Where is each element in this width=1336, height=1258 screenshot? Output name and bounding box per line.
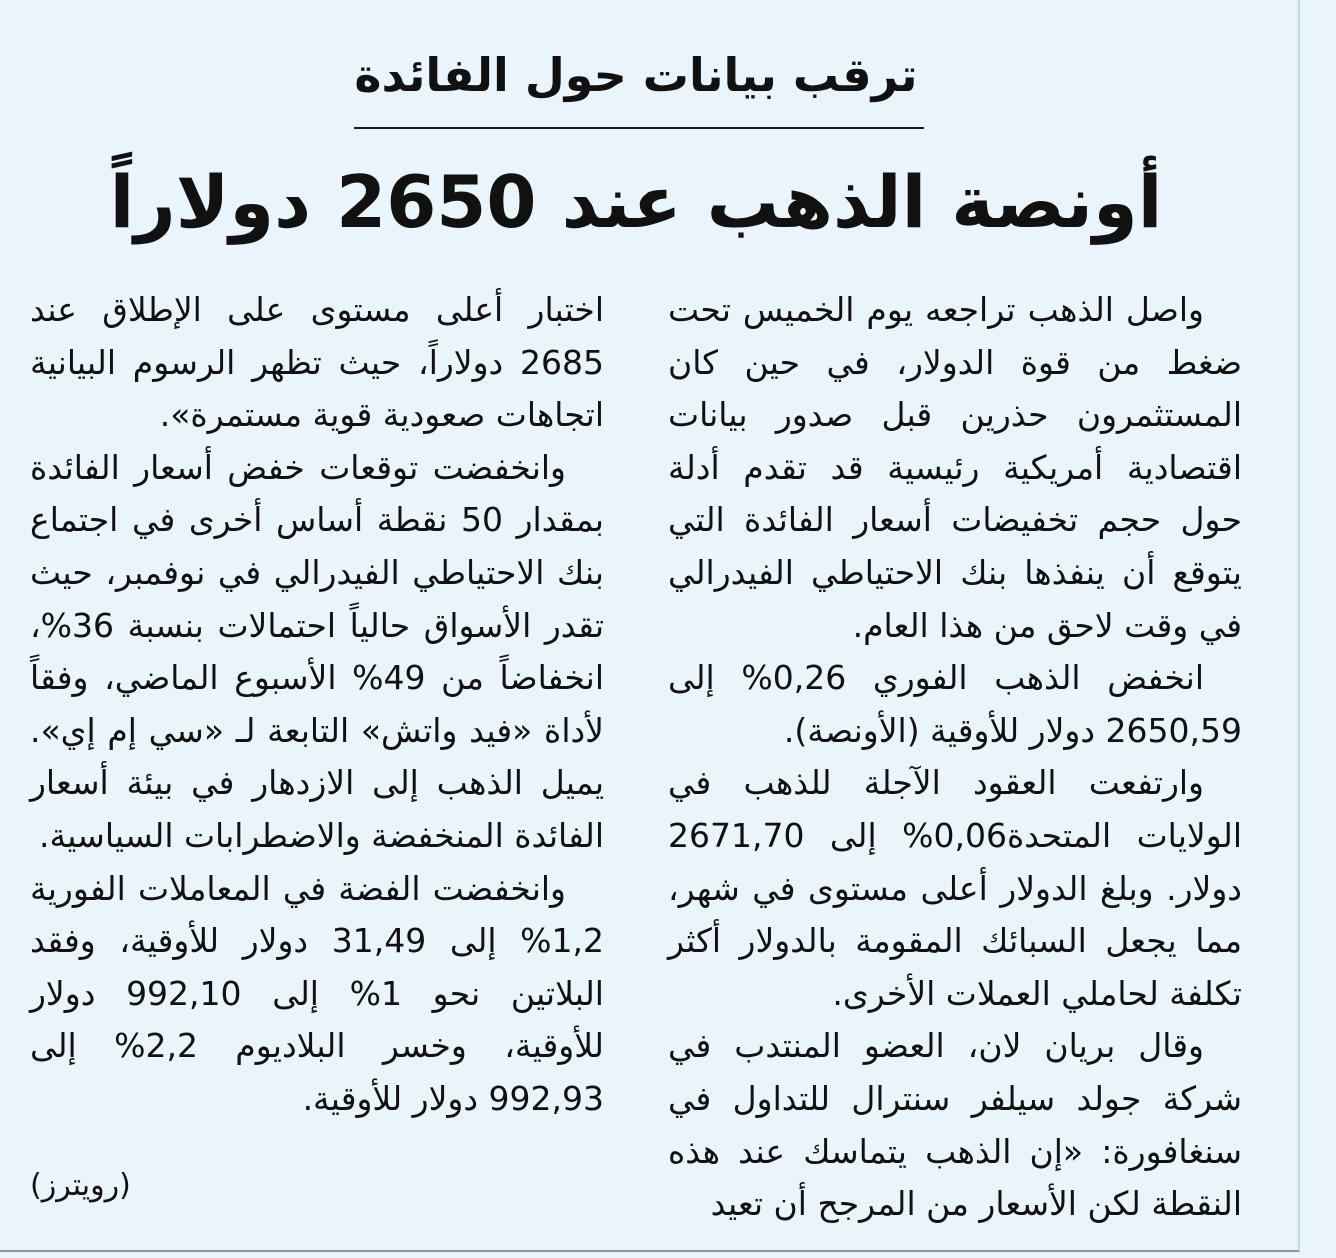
article-column-left [30, 284, 604, 1126]
article-paragraph-continuation: اختبار أعلى مستوى على الإطلاق عند 2685 دولاراً، حيث تظهر الرسوم البيانية اتجاهات صعودية قوية مستمرة». [30, 290, 604, 435]
article-source: (رويترز) [30, 1168, 131, 1203]
article-paragraph: واصل الذهب تراجعه يوم الخميس تحت ضغط من قوة الدولار، في حين كان المستثمرون حذرين قبل صدور بيانات اقتصادية أمريكية رئيسية قد تقدم أدلة حول حجم تخفيضات أسعار الفائدة التي يتوقع أن ينفذها بنك الاحتياطي الفيدرالي في وقت لاحق من هذا العام. [668, 290, 1242, 645]
article-paragraph: وانخفضت الفضة في المعاملات الفورية 1,2% إلى 31,49 دولار للأوقية، وفقد البلاتين نحو 1% إلى 992,10 دولار للأوقية، وخسر البلاديوم 2,2% إلى 992,93 دولار للأوقية. [30, 868, 604, 1118]
article-kicker: ترقب بيانات حول الفائدة [354, 48, 918, 102]
article-column-right [668, 284, 1242, 1231]
article-paragraph: وارتفعت العقود الآجلة للذهب في الولايات المتحدة0,06% إلى 2671,70 دولار. وبلغ الدولار أعلى مستوى في شهر، مما يجعل السبائك المقومة بالدولار أكثر تكلفة لحاملي العملات الأخرى. [668, 763, 1242, 1013]
article-headline: أونصة الذهب عند 2650 دولاراً [109, 160, 1163, 244]
kicker-divider [354, 127, 924, 129]
article-paragraph: وقال بريان لان، العضو المنتدب في شركة جولد سيلفر سنترال للتداول في سنغافورة: «إن الذهب يتماسك عند هذه النقطة لكن الأسعار من المرجح أن تعيد [668, 1026, 1242, 1224]
article-paragraph: انخفض الذهب الفوري 0,26% إلى 2650,59 دولار للأوقية (الأونصة). [668, 658, 1242, 750]
article-paragraph: وانخفضت توقعات خفض أسعار الفائدة بمقدار 50 نقطة أساس أخرى في اجتماع بنك الاحتياطي الفيدرالي في نوفمبر، حيث تقدر الأسواق حالياً احتمالات بنسبة 36%، انخفاضاً من 49% الأسبوع الماضي، وفقاً لأداة «فيد واتش» التابعة لـ «سي إم إي». يميل الذهب إلى الازدهار في بيئة أسعار الفائدة المنخفضة والاضطرابات السياسية. [30, 447, 605, 855]
